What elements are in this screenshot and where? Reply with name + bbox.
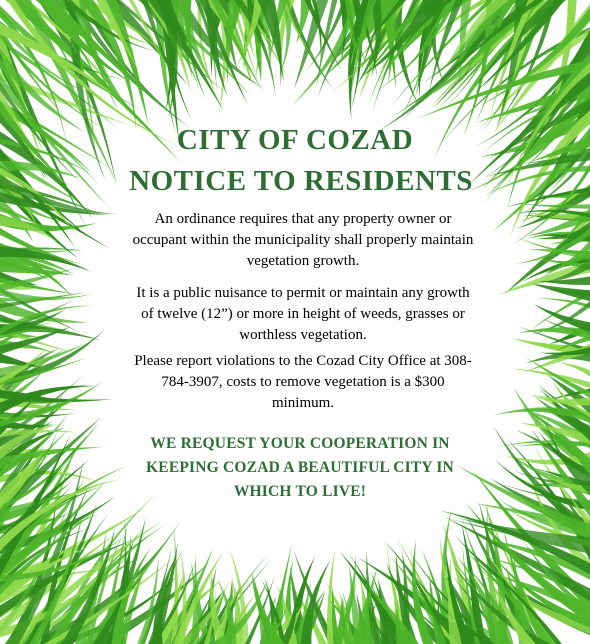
report-paragraph: Please report violations to the Cozad City Office at 308-784-3907, costs to remove vegetation is a $300 minimum. [134, 353, 472, 411]
ordinance-paragraph: An ordinance requires that any property owner or occupant within the municipality shall properly maintain vegetation growth. [132, 211, 474, 269]
notice-subtitle: NOTICE TO RESIDENTS [129, 165, 473, 197]
appeal-line-1: WE REQUEST YOUR COOPERATION IN [150, 435, 450, 452]
notice-title: CITY OF COZAD [176, 124, 414, 156]
appeal-line-3: WHICH TO LIVE! [233, 483, 367, 500]
cooperation-appeal [110, 432, 490, 504]
nuisance-paragraph: It is a public nuisance to permit or maintain any growth of twelve (12”) or more in height of weeds, grasses or worthless vegetation. [136, 285, 470, 343]
appeal-line-2: KEEPING COZAD A BEAUTIFUL CITY IN [146, 459, 454, 476]
